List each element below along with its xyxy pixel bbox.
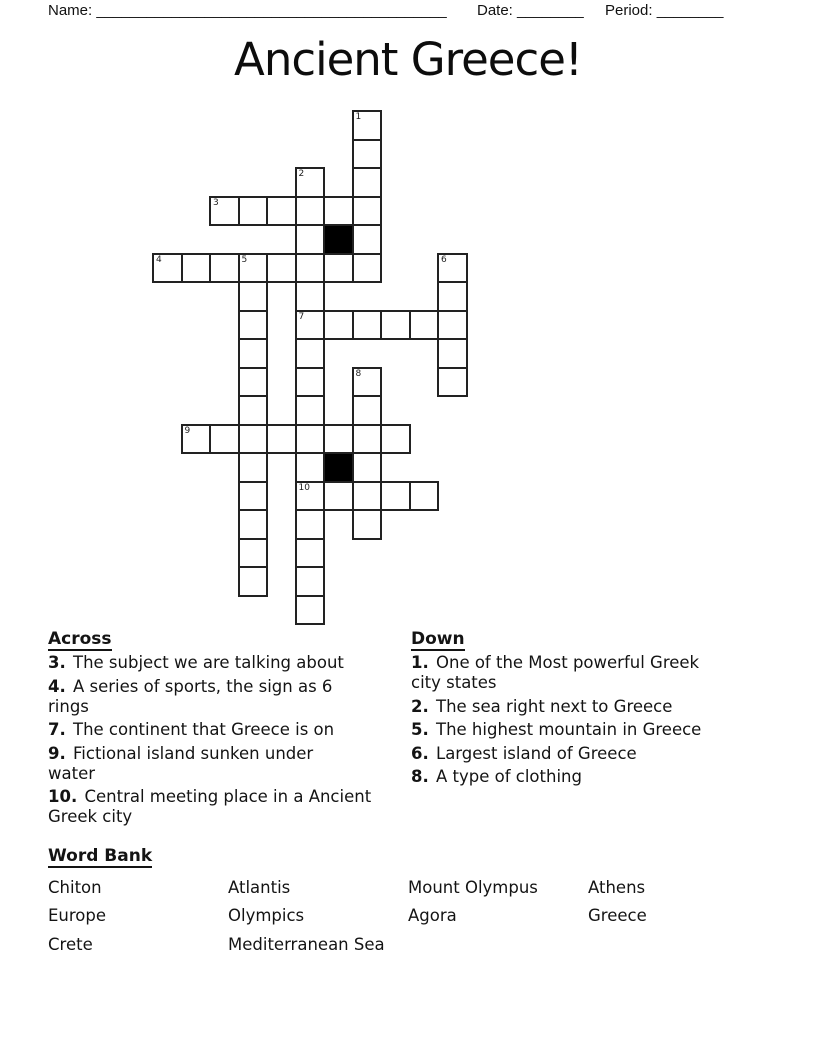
crossword-cell-r3c3[interactable] [238,196,269,227]
clue-number: 3. [48,653,66,672]
crossword-cell-r16c5[interactable] [295,566,326,597]
crossword-cell-r6c10[interactable] [437,281,468,312]
crossword-cell-r5c10[interactable] [437,253,468,284]
crossword-cell-r5c4[interactable] [266,253,297,284]
crossword-cell-r3c6[interactable] [323,196,354,227]
crossword-cell-r7c10[interactable] [437,310,468,341]
crossword-cell-r5c7[interactable] [352,253,383,284]
word-bank-item: Mount Olympus [408,878,538,897]
crossword-cell-r7c5[interactable] [295,310,326,341]
crossword-cell-r8c10[interactable] [437,338,468,369]
crossword-cell-r4c5[interactable] [295,224,326,255]
crossword-cell-r11c3[interactable] [238,424,269,455]
crossword-cell-r11c1[interactable] [181,424,212,455]
cell-number: 4 [156,254,162,265]
crossword-cell-r15c5[interactable] [295,538,326,569]
crossword-cell-r1c7[interactable] [352,139,383,170]
crossword-cell-r5c6[interactable] [323,253,354,284]
clue-number: 6. [411,743,429,763]
clue-number: 2. [411,696,429,716]
word-bank-item: Atlantis [228,878,291,897]
crossword-cell-r11c7[interactable] [352,424,383,455]
crossword-cell-r10c3[interactable] [238,395,269,426]
word-bank-column [228,874,408,959]
down-heading: Down [411,629,465,649]
clue-number: 9. [48,743,66,763]
crossword-cell-r2c5[interactable] [295,167,326,198]
crossword-cell-r6c5[interactable] [295,281,326,312]
crossword-cell-r13c7[interactable] [352,481,383,512]
crossword-cell-r7c9[interactable] [409,310,440,341]
crossword-cell-r9c3[interactable] [238,367,269,398]
crossword-cell-r6c3[interactable] [238,281,269,312]
crossword-cell-r9c10[interactable] [437,367,468,398]
clue: 1. One of the Most powerful Greek city states [411,653,700,692]
crossword-cell-r11c2[interactable] [209,424,240,455]
name-blank-line[interactable]: __________________________________________ [96,2,447,19]
clue: 2. The sea right next to Greece [411,696,673,716]
across-clues-section [48,629,418,831]
cell-number: 5 [241,254,248,265]
date-label: Date: [477,2,513,19]
cell-number: 7 [298,311,305,322]
crossword-cell-r7c7[interactable] [352,310,383,341]
word-bank-item: Agora [408,906,457,926]
clue: 4. A series of sports, the sign as 6 rings [48,676,333,716]
crossword-cell-r13c6[interactable] [323,481,354,512]
across-heading: Across [48,629,112,649]
crossword-cell-r5c2[interactable] [209,253,240,284]
cell-number: 3 [213,197,219,208]
word-bank-item: Mediterranean Sea [228,934,385,954]
crossword-cell-r16c3[interactable] [238,566,269,597]
crossword-cell-r5c5[interactable] [295,253,326,284]
cell-number: 6 [441,254,447,265]
name-label: Name: [48,2,93,19]
crossword-cell-r9c7[interactable] [352,367,383,398]
clue: 9. Fictional island sunken under water [48,743,314,783]
crossword-cell-r10c7[interactable] [352,395,383,426]
word-bank-section [48,846,647,959]
clue-number: 7. [48,720,66,739]
period-label: Period: [605,2,653,19]
date-blank-line[interactable]: ________ [517,2,584,19]
crossword-cell-r12c3[interactable] [238,452,269,483]
crossword-cell-r12c5[interactable] [295,452,326,483]
clue-number: 10. [48,787,78,806]
crossword-cell-r5c0[interactable] [152,253,183,284]
crossword-cell-r5c1[interactable] [181,253,212,284]
cell-number: 8 [355,368,362,379]
crossword-cell-r11c8[interactable] [380,424,411,455]
word-bank-column [588,874,647,959]
crossword-cell-r7c6[interactable] [323,310,354,341]
crossword-cell-r13c5[interactable] [295,481,326,512]
crossword-cell-r2c7[interactable] [352,167,383,198]
clue: 6. Largest island of Greece [411,743,637,763]
crossword-cell-r12c7[interactable] [352,452,383,483]
crossword-cell-r11c4[interactable] [266,424,297,455]
crossword-black-cell [323,452,354,483]
crossword-cell-r7c3[interactable] [238,310,269,341]
crossword-black-cell [323,224,354,255]
crossword-cell-r17c5[interactable] [295,595,326,626]
clue-number: 1. [411,653,429,672]
clue-number: 8. [411,767,429,786]
clue: 5. The highest mountain in Greece [411,720,702,739]
crossword-cell-r15c3[interactable] [238,538,269,569]
cell-number: 2 [298,169,305,179]
word-bank-item: Olympics [228,906,305,926]
crossword-cell-r3c4[interactable] [266,196,297,227]
crossword-cell-r4c7[interactable] [352,224,383,255]
crossword-cell-r9c5[interactable] [295,367,326,398]
word-bank-column [408,874,588,959]
crossword-cell-r11c5[interactable] [295,424,326,455]
word-bank-item: Europe [48,906,107,926]
clue: 10. Central meeting place in a Ancient Greek city [48,787,372,826]
cell-number: 9 [184,425,191,436]
crossword-cell-r8c5[interactable] [295,338,326,369]
crossword-cell-r13c3[interactable] [238,481,269,512]
cell-number: 1 [355,112,362,122]
cell-number: 10 [298,482,310,493]
crossword-cell-r13c9[interactable] [409,481,440,512]
crossword-cell-r5c3[interactable] [238,253,269,284]
crossword-cell-r11c6[interactable] [323,424,354,455]
across-clue-list [48,653,418,827]
word-bank-heading: Word Bank [48,846,153,866]
crossword-cell-r3c5[interactable] [295,196,326,227]
clue-number: 5. [411,720,429,739]
crossword-cell-r14c7[interactable] [352,509,383,540]
word-bank-column [48,874,228,959]
word-bank-item: Athens [588,878,646,897]
word-bank-item: Crete [48,934,93,954]
crossword-cell-r3c2[interactable] [209,196,240,227]
crossword-cell-r13c8[interactable] [380,481,411,512]
down-clue-list [411,653,771,787]
crossword-cell-r14c3[interactable] [238,509,269,540]
word-bank-columns [48,874,647,959]
clue: 8. A type of clothing [411,767,582,786]
page-title: Ancient Greece! [234,33,582,86]
crossword-cell-r14c5[interactable] [295,509,326,540]
crossword-cell-r3c7[interactable] [352,196,383,227]
period-blank-line[interactable]: ________ [656,2,724,19]
crossword-cell-r10c5[interactable] [295,395,326,426]
word-bank-item: Chiton [48,878,102,897]
word-bank-item: Greece [588,906,647,926]
clue-number: 4. [48,676,66,696]
clue: 7. The continent that Greece is on [48,720,335,739]
clue: 3. The subject we are talking about [48,653,344,672]
crossword-cell-r0c7[interactable] [352,110,383,141]
crossword-cell-r8c3[interactable] [238,338,269,369]
crossword-cell-r7c8[interactable] [380,310,411,341]
down-clues-section [411,629,771,791]
